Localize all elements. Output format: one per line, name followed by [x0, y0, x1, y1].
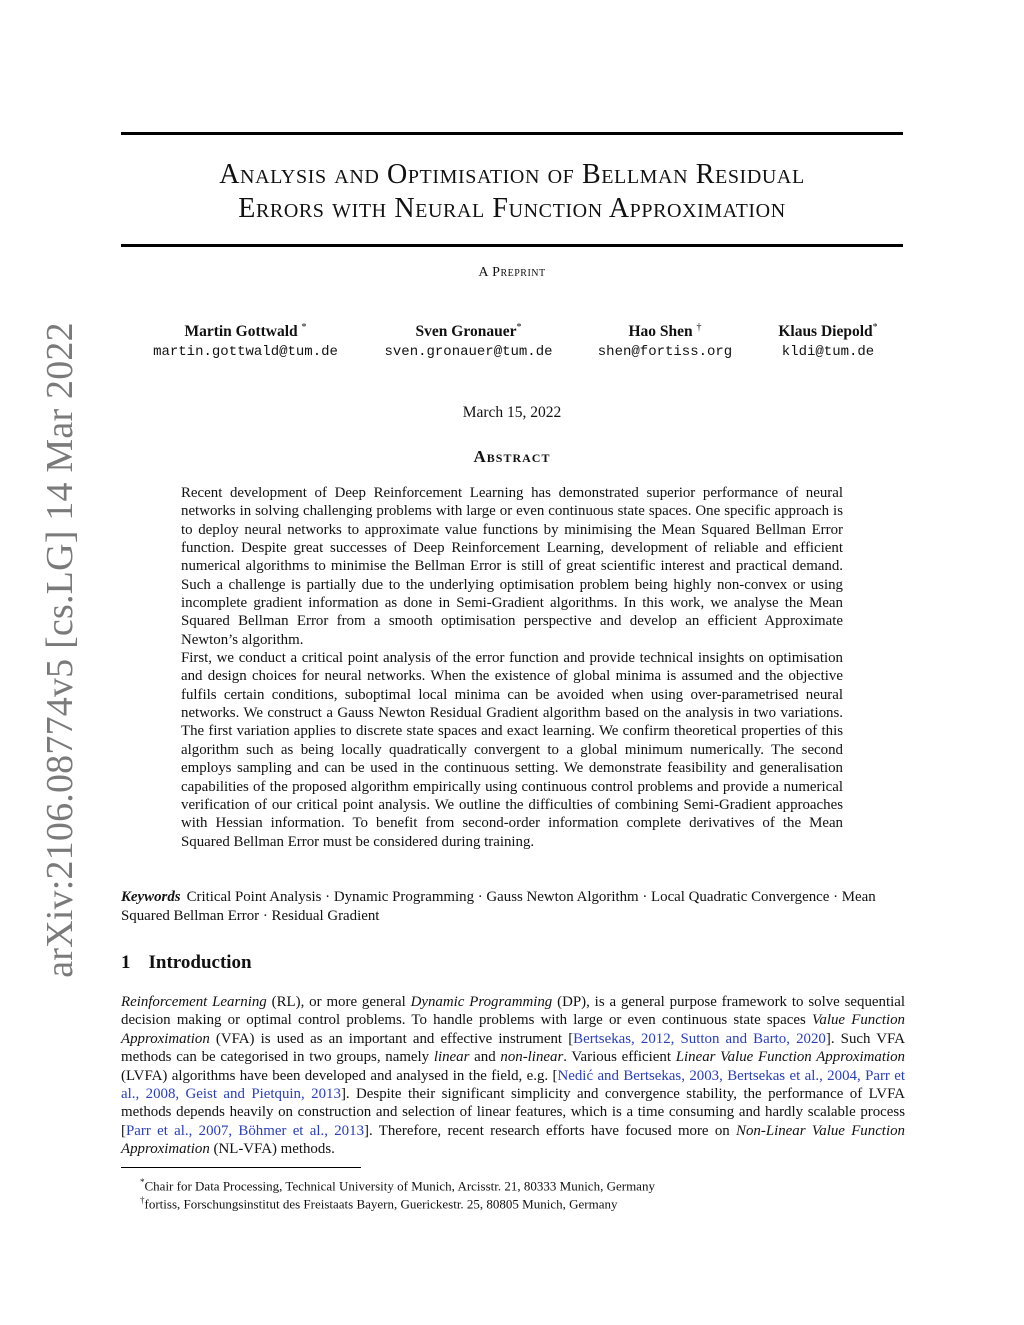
- intro-text: ]. Despite their significant simplicity and convergence stability, the performance of LVFA methods depends heavily on construction and selection of linear features, which is a time consuming and hardly scalable process [: [121, 1086, 905, 1139]
- publication-date: March 15, 2022: [462, 404, 562, 421]
- author-email[interactable]: shen@fortiss.org: [597, 344, 733, 361]
- intro-text: (NL-VFA) methods.: [209, 1141, 335, 1158]
- intro-term: Value Function Approximation: [121, 1012, 905, 1047]
- author-block: [590, 318, 740, 362]
- section-heading: [121, 952, 252, 974]
- abstract-heading: Abstract: [473, 447, 551, 466]
- intro-text: and: [469, 1049, 501, 1066]
- intro-text: ]. Such VFA methods can be categorised in two groups, namely: [121, 1030, 905, 1066]
- keywords-label: Keywords: [121, 889, 181, 905]
- author-email[interactable]: kldi@tum.de: [781, 344, 875, 361]
- author-name: Sven Gronauer: [415, 323, 517, 341]
- citation-link[interactable]: Parr et al., 2007, Böhmer et al., 2013: [125, 1122, 365, 1139]
- footnote-mark: †: [140, 1195, 145, 1205]
- intro-term: Linear Value Function Approximation: [675, 1049, 905, 1066]
- intro-text: (DP), is a general purpose framework to solve sequential decision making or optimal control problems. To handle problems with large or even continuous state spaces: [121, 994, 906, 1029]
- intro-text: (LVFA) algorithms have been developed and analysed in the field, e.g. [: [121, 1067, 558, 1084]
- intro-term: Reinforcement Learning: [121, 994, 267, 1010]
- author-name: Martin Gottwald: [184, 323, 298, 341]
- intro-text: (RL), or more general: [266, 994, 411, 1010]
- section-number: 1: [121, 952, 131, 973]
- preprint-label: A Preprint: [478, 265, 546, 280]
- footnote: [140, 1192, 618, 1212]
- citation-link[interactable]: Nedić and Bertsekas, 2003, Bertsekas et al., 2004, Parr et al., 2008, Geist and Pietquin, 2013: [121, 1067, 906, 1103]
- author-block: [768, 318, 888, 362]
- author-block: [376, 318, 561, 362]
- author-email[interactable]: sven.gronauer@tum.de: [384, 344, 553, 361]
- intro-text: . Various efficient: [563, 1049, 676, 1066]
- intro-text: ]. Therefore, recent research efforts have focused more on: [364, 1122, 737, 1139]
- title-rule-top: [121, 132, 903, 135]
- affiliation-mark: *: [872, 322, 878, 333]
- affiliation-mark: *: [301, 322, 307, 333]
- author-email[interactable]: martin.gottwald@tum.de: [153, 344, 338, 361]
- intro-term: Non-Linear Value Function Approximation: [121, 1122, 905, 1158]
- intro-text: (VFA) is used as an important and effective instrument [: [209, 1030, 574, 1047]
- footnote-mark: *: [140, 1177, 145, 1187]
- paper-title: [121, 158, 903, 226]
- author-block: [148, 318, 343, 362]
- footnote-text: fortiss, Forschungsinstitut des Freistaats Bayern, Guerickestr. 25, 80805 Munich, Germany: [144, 1196, 618, 1212]
- affiliation-mark: †: [696, 322, 702, 333]
- section-title: Introduction: [148, 952, 252, 973]
- citation-link[interactable]: Bertsekas, 2012, Sutton and Barto, 2020: [573, 1030, 826, 1047]
- intro-term: non-linear: [500, 1049, 564, 1066]
- keywords: [121, 888, 903, 925]
- author-name: Hao Shen: [628, 323, 693, 341]
- footnote-rule: [121, 1167, 361, 1168]
- title-line-2: Errors with Neural Function Approximation: [238, 193, 786, 224]
- abstract-body: [181, 484, 843, 851]
- abstract-paragraph: Recent development of Deep Reinforcement Learning has demonstrated superior performance of neural networks in solving challenging problems with large or even continuous state spaces. One specific approach is to deploy neural networks to approximate value functions by minimising the Mean Squared Bellman Error function. Despite great successes of Deep Reinforcement Learning, development of reliable and efficient numerical algorithms to minimise the Bellman Error is still of great scientific interest and practical demand. Such a challenge is partially due to the underlying optimisation problem being highly non-convex or using incomplete gradient information as done in Semi-Gradient algorithms. In this work, we analyse the Mean Squared Bellman Error from a smooth optimisation perspective and develop an efficient Approximate Newton’s algorithm.: [181, 485, 843, 648]
- affiliation-mark: *: [516, 322, 522, 333]
- title-line-1: Analysis and Optimisation of Bellman Residual: [219, 159, 805, 190]
- intro-paragraph: [121, 993, 905, 1159]
- title-rule-bottom: [121, 244, 903, 247]
- arxiv-identifier-stamp: arXiv:2106.08774v5 [cs.LG] 14 Mar 2022: [39, 322, 81, 978]
- keywords-list: Critical Point Analysis · Dynamic Programming · Gauss Newton Algorithm · Local Quadratic Convergence · Mean Squared Bellman Error · Residual Gradient: [121, 889, 876, 924]
- abstract-paragraph: First, we conduct a critical point analysis of the error function and provide technical insights on optimisation and design choices for neural networks. When the existence of global minima is assumed and the objective fulfils certain conditions, suboptimal local minima can be avoided when using over-parametrised neural networks. We construct a Gauss Newton Residual Gradient algorithm based on the analysis in two variations. The first variation applies to discrete state spaces and exact learning. We confirm theoretical properties of this algorithm such as being locally quadratically convergent to a global minimum numerically. The second employs sampling and can be used in the continuous setting. We demonstrate feasibility and generalisation capabilities of the proposed algorithm empirically using continuous control problems and provide a numerical verification of our critical point analysis. We outline the difficulties of combining Semi-Gradient approaches with Hessian information. To benefit from second-order information complete derivatives of the Mean Squared Bellman Error must be considered during training.: [181, 650, 843, 850]
- author-name: Klaus Diepold: [778, 323, 873, 341]
- intro-term: linear: [433, 1049, 470, 1066]
- intro-term: Dynamic Programming: [410, 994, 553, 1010]
- footnote-text: Chair for Data Processing, Technical University of Munich, Arcisstr. 21, 80333 Munich, Germany: [144, 1178, 655, 1194]
